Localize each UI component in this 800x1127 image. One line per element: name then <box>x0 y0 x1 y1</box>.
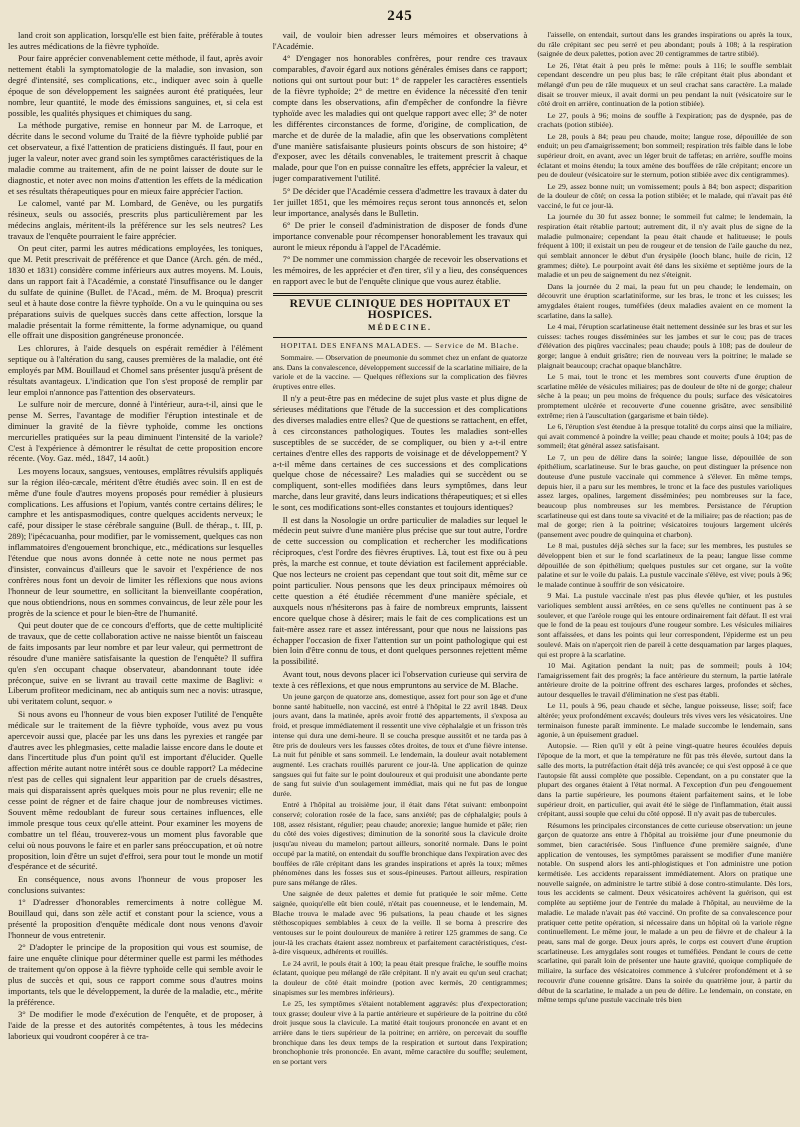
column-2-observation <box>273 692 528 1067</box>
paragraph: Une saignée de deux palettes et demie fut pratiquée le soir même. Cette saignée, quoiqu'elle eût bien coulé, n'était pas couenneuse, et le lendemain, M. Blache trouva le malade avec 96 pulsations, la peau chaude et les signes stéthoscopiques semblables à ceux de la veille. Il se borna à prescrire des ventouses sur le point douloureux de manière à retirer 125 grammes de sang. Ce jour-là les crachats étaient assez nombreux et parfaitement caractéristiques, c'est-à-dire visqueux, adhérents et rouillés. <box>272 889 528 957</box>
paragraph: Le 24 avril, le pouls était à 100; la peau était presque fraîche, le souffle moins éclatant, quoique peu mélangé de râle crépitant. Il n'y avait eu qu'un seul crachat; la douleur de côté était moindre (potion avec kermès, 20 centigrammes; sinapismes sur les membres inférieurs). <box>272 958 528 997</box>
paragraph: 10 Mai. Agitation pendant la nuit; pas de sommeil; pouls à 104; l'amaigrissement fait des progrès; la face antérieure du sternum, la partie latérale antérieure droite de la poitrine offrent des eschares larges, profondes et sèches, autour desquelles le travail d'élimination ne s'est pas établi. <box>537 660 793 699</box>
paragraph: Le 25, les symptômes s'étaient notablement aggravés: plus d'expectoration; toux grasse; douleur vive à la partie antérieure et supérieure de la poitrine du côté droit jusque sous la clavicule. La matité était toujours prononcée en avant et en arrière dans le tiers supérieur de la poitrine; en arrière, on percevait du souffle bronchique dans les deux temps de la respiration et surtout dans l'expiration; bronchophonie très prononcée. En avant, même caractère du souffle; seulement, en se portant vers <box>272 998 528 1067</box>
paragraph: Un jeune garçon de quatorze ans, domestique, assez fort pour son âge et d'une bonne santé habituelle, non vacciné, est entré à l'hôpital le 22 avril 1848. Deux jours avant, dans la matinée, après avoir frotté des appartements, il s'exposa au froid, et presque immédiatement il ressentit une vive céphalalgie et un frisson très intense qui dura une demi-heure. Il se coucha presque aussitôt et ne tarda pas à être pris de douleurs vers les fausses côtes droites, de toux et d'une fièvre intense. La nuit fut pénible et sans sommeil. Le lendemain, la douleur avait notablement augmenté. Les crachats rouillés parurent ce jour-là. Une application de quinze sangsues qui fut faite sur le point douloureux et qui produisit une abondante perte de sang fut suivie d'un soulagement immédiat, mais qui ne fut pas de longue durée. <box>272 692 528 799</box>
paragraph: On peut citer, parmi les autres médications employées, les toniques, que M. Petit prescrivait de préférence et que Dance (Arch. gén. de méd., 1830 et 1831) considère comme inférieurs aux autres moyens. M. Louis, dans un rapport fait à l'Académie, a constaté l'insuffisance ou le danger du sulfate de quinine (Bullet. de l'Acad., mém. de M. Broqua) prescrit seul et à haute dose contre la fièvre typhoïde. On a vu le quinquina ou ses préparations suivis de quelques succès dans cette affection, lorsque la maladie présentait la forme rémittente, la forme adynamique, ou quand elle offrait une disposition gangréneuse prononcée. <box>8 243 263 341</box>
paragraph: 3° De modifier le mode d'exécution de l'enquête, et de proposer, à l'aide de la presse et des autorités compétentes, à tous les médecins laborieux qui voudront coopérer à ce tra- <box>8 1009 263 1042</box>
paragraph: Pour faire apprécier convenablement cette méthode, il faut, après avoir nettement établi la symptomatologie de la maladie, son invasion, son degré d'intensité, ses complications, etc., indiquer avec soin à quelle époque de son développement les saignées auront été pratiquées, leur nombre, leur quantité, le mode des émissions sanguines, et, si cela est possible, les qualités physiques et chimiques du sang. <box>8 53 263 118</box>
paragraph: Autopsie. — Rien qu'il y eût à peine vingt-quatre heures écoulées depuis l'époque de la mort, et que la température ne fût pas très élevée, surtout dans la salle des morts, la putréfaction était déjà très avancée; ce qui s'est opposé à ce que l'autopsie fût aussi complète que possible. Cependant, on a pu constater que la plupart des organes étaient à l'état normal. A l'exception d'un peu d'engouement dans la partie supérieure, les poumons étaient parfaitement sains, et le lobe supérieur droit, en particulier, qui avait été le siège de l'inflammation, était aussi crépitant, aussi souple que celui du côté opposé. Il n'y avait pas de tubercules. <box>537 741 793 819</box>
paragraph: 5° De décider que l'Académie cessera d'admettre les travaux à dater du 1er juillet 1851, que les mémoires reçus seront tous annoncés et, selon leur importance, analysés dans le Bulletin. <box>272 185 528 218</box>
paragraph: Le 5 mai, tout le tronc et les membres sont couverts d'une éruption de scarlatine mêlée de vésicules miliaires; pas de douleur de tête ni de gorge; chaleur sèche à la peau; un peu moins de fréquence du pouls; surface des vésicatoires promptement ulcérée et recouverte d'une couenne grisâtre, avec sensibilité extrême; rien à l'auscultation (gargarisme et bain tiède). <box>537 371 793 420</box>
paragraph: Il est dans la Nosologie un ordre particulier de maladies sur lequel le médecin peut suivre d'une manière plus précise que sur tout autre, l'ordre de cette succession ou complication et rechercher les modifications réciproques, c'est l'ordre des fièvres éruptives. Là, tout est fixe ou à peu près, la marche est connue, et toute déviation est facilement appréciable. Que nos lecteurs ne croient pas cependant que tout soit dit, même sur ce point particulier. Nous pensons que les deux principaux mémoires où cette question a été étudiée récemment d'une manière spéciale, et auxquels nous n'hésiterons pas à faire de nombreux emprunts, laissent encore quelque chose à désirer; mais le fait de ces complications est un fait-mère assez rare et assez intéressant, pour que nous ne laissions pas échapper l'occasion de fixer l'attention sur un point pathologique qui est bien loin d'être connu de tous, et dont quelques personnes rejettent même la possibilité. <box>272 514 528 667</box>
paragraph: Entré à l'hôpital au troisième jour, il était dans l'état suivant: embonpoint conservé; coloration rosée de la face, sans anxiété; pas de céphalalgie; pouls à 108, assez résistant, régulier; peau chaude; anorexie; langue humide et pâle; rien du côté des voies digestives; diminution de la sonorité sous la clavicule droite jusqu'au niveau du mamelon; partout ailleurs, sonorité normale. Dans le point occupé par la matité, on entendait du souffle bronchique dans l'expiration avec des bouffées de râle crépitant dans les grandes inspirations et après la toux; mêmes phénomènes dans les fosses sus et sous-épineuses. Partout ailleurs, respiration pure sans mélange de râles. <box>272 800 528 887</box>
columns <box>8 30 792 1121</box>
paragraph: Le 28, pouls à 84; peau peu chaude, moite; langue rose, dépouillée de son enduit; un peu d'amaigrissement; bon sommeil; respiration très faible dans le lobe supérieur droit, en avant, avec un léger bruit de taffetas; en arrière, souffle moins éclatant et moins étendu; la toux amène des bouffées de râle crépitant; encore un peu de douleur (vésicatoire sur le sternum, potion stibiée avec dix centigrammes). <box>537 131 793 180</box>
paragraph: Si nous avons eu l'honneur de vous bien exposer l'utilité de l'enquête médicale sur le traitement de la fièvre typhoïde, vous avez pu vous apercevoir aussi que, placée par les uns dans les pyrexies et rangée par d'autres avec les phlegmasies, cette maladie laisse encore dans le doute et dans l'incertitude plus d'un point qu'il est important d'élucider. Quelle affection mérite autant notre intérêt sous ce double rapport? La médecine n'est pas de celles qui signalent leur apparition par de cruels désastres, mais qui disparaissent après quelques mois pour ne plus revenir; elle ne cesse point de régner et de faire chaque jour de nombreuses victimes. Souvent même redoublant de fureur sous certaines influences, elle immole presque tous ceux qu'elle atteint. Pour examiner les moyens de combattre un tel fléau, trouverez-vous un moment plus favorable que celui où nous pouvons le faire et en parler sans préoccupation, et où notre proposition, loin d'être un sujet d'effroi, sera pour tout le monde un motif d'espérance et de sécurité. <box>8 708 263 872</box>
section-subtitle: MÉDECINE. <box>368 322 433 332</box>
paragraph: Le 4 mai, l'éruption scarlatineuse était nettement dessinée sur les bras et sur les cuisses: taches rouges disséminées sur les jambes et sur le cou; pas de traces d'élévation des piqûres vaccinales; peau chaude; pouls à 108; pas de douleur de gorge; langue à enduit grisâtre; rien de nouveau vers la poitrine; le malade se plaignait beaucoup; crachat opaque blanchâtre. <box>537 321 793 370</box>
section-title: REVUE CLINIQUE DES HOPITAUX ET HOSPICES. <box>289 297 511 321</box>
paragraph: Le 29, assez bonne nuit; un vomissement; pouls à 84; bon aspect; disparition de la douleur de côté; on cessa la potion stibiée; et le malade, qui n'avait pas été vacciné, le fut ce jour-là. <box>537 181 793 210</box>
paragraph: Dans la journée du 2 mai, la peau fut un peu chaude; le lendemain, on découvrit une éruption scarlatiniforme, sur les bras, le tronc et les cuisses; les amygdales étaient rouges, tuméfiées (deux maladies avaient en ce moment la scarlatine, dans la salle). <box>537 281 793 320</box>
subtitle-divider <box>273 337 528 338</box>
paragraph: Les chlorures, à l'aide desquels on espérait remédier à l'élément septique ou à l'altération du sang, causes premières de la maladie, ont été employés par MM. Bouillaud et Chomel sans présenter jusqu'à présent de résultats avantageux. L'indication que l'on s'est proposé de remplir par leur emploi n'annonce pas l'attention des observateurs. <box>8 342 263 397</box>
paragraph: Le sulfure noir de mercure, donné à l'intérieur, aura-t-il, ainsi que le pense M. Serres, l'avantage de modifier l'éruption intestinale et de diminuer la gravité de la fièvre typhoïde, comme les onctions mercurielles pratiquées sur la peau diminuent l'intensité de la variole? C'est à l'expérience à démontrer le résultat de cette proposition encore récente. (Voy. Gaz. méd., 1847, 14 août.) <box>8 398 263 464</box>
paragraph: Le 26, l'état était à peu près le même: pouls à 116; le souffle semblait cependant descendre un peu plus bas; le râle crépitant était plus abondant et mélangé d'un peu de râle muqueux et un seul crachat sans caractère. La malade disait se trouver mieux, il avait dormi un peu pendant la nuit (vésicatoire sur le côté droit en arrière, continuation de la potion stibiée). <box>537 60 793 109</box>
column-2 <box>273 30 528 1121</box>
paragraph: Qui peut douter que de ce concours d'efforts, que de cette multiplicité de travaux, que de cette collaboration active ne naisse bientôt un faisceau de faits imposants par leur nombre et par leur valeur, qui permettront de résoudre d'une manière satisfaisante la question de l'enquête? Il suffira qu'en s'en occupant chaque observateur, abandonnant toute idée préconçue, suive en se livrant au travail cette maxime de Baglivi: « Liberum profiteor medicinam, nec ab antiquis sum nec a novis: utrasque, ubi veritatem colunt, sequor. » <box>8 620 263 707</box>
page-number: 245 <box>387 8 413 24</box>
paragraph: Le 27, pouls à 96; moins de souffle à l'expiration; pas de dyspnée, pas de crachats (potion stibiée). <box>537 110 793 130</box>
paragraph: 6° De prier le conseil d'administration de disposer de fonds d'une importance convenable pour récompenser honorablement les travaux qui auront le mieux répondu à l'appel de l'Académie. <box>272 219 528 252</box>
paragraph: Résumons les principales circonstances de cette curieuse observation: un jeune garçon de quatorze ans entre à l'hôpital au troisième jour d'une pneumonie du sommet, bien caractérisée. Sous l'influence d'une première saignée, d'une application de ventouses, les symptômes paraissent se modifier d'une manière notable. On suspend alors les anti-phlogistiques et l'on administre une potion kermétisée. Les accidents reparaissent immédiatement. Alors on pratique une nouvelle saignée, on administre le tartre stibié à dose contro-stimulante. Dès lors, tous les accidents se calment. Deux vésicatoires achèvent la guérison, qui est complète au septième jour de l'entrée du malade à l'hôpital, au neuvième de la maladie. Le malade n'avait pas été vacciné. On profite de sa convalescence pour pratiquer cette petite opération, si nécessaire dans un hôpital où la variole règne continuellement. Le même jour, le malade a un peu de fièvre et de chaleur à la peau, sans mal de gorge. Deux jours après, le corps est couvert d'une éruption scarlatineuse. Les amygdales sont rouges et tuméfiées. Pendant le cours de cette scarlatine, qui paraît loin de présenter une haute gravité, quoique compliquée de miliaire, la surface des vésicatoires commence à s'ulcérer profondément et à se recouvrir d'une couenne grisâtre. Dans la soirée du quatrième jour, à partir du début de la scarlatine, le malade a un peu de délire. Le lendemain, on constate, en même temps qu'une pustule vaccinale très bien <box>537 820 793 1005</box>
paragraph: 7° De nommer une commission chargée de recevoir les observations et les mémoires, de les apprécier et d'en tirer, s'il y a lieu, des conséquences en rapport avec le but de l'enquête clinique que vous aurez établie. <box>272 254 528 286</box>
paragraph: vail, de vouloir bien adresser leurs mémoires et observations à l'Académie. <box>272 30 528 51</box>
paragraph: Le 11, pouls à 96, peau chaude et sèche, langue poisseuse, lisse; soif; face altérée; yeux profondément excavés; douleurs très vives vers les vésicatoires. Une terminaison funeste paraît imminente. Le malade succombe le lendemain, sans agonie, à un épuisement graduel. <box>537 701 793 740</box>
paragraph: Il n'y a peut-être pas en médecine de sujet plus vaste et plus digne de sérieuses méditations que l'étude de la succession et des complications des diverses maladies entre elles? Que de questions se rattachent, en effet, à ces circonstances pathologiques. Toutes les maladies sont-elles susceptibles de se succéder, de se compliquer, ou bien y a-t-il entre certaines d'entre elles des rapports de voisinage et de développement? Y a-t-il même dans certaines de ces successions et des complications quelque chose de nécessaire? Les maladies qui se succèdent ou se compliquent, sont-elles modifiées dans leurs symptômes, dans leur marche, dans leur gravité, dans leurs indications thérapeutiques; et si elles le sont, ces modifications sont-elles constantes et toujours identiques? <box>272 393 528 513</box>
paragraph: Le calomel, vanté par M. Lombard, de Genève, ou les purgatifs résineux, seuls ou associés, prescrits plus particulièrement par les médecins anglais, méritent-ils la préférence sur les sels neutres? Les travaux de l'enquête pourraient le faire apprécier. <box>8 198 263 241</box>
paragraph: La méthode purgative, remise en honneur par M. de Larroque, et décrite dans le second volume du Traité de la fièvre typhoïde publié par cet observateur, a fixé l'attention de praticiens distingués. Il faut, pour en juger la valeur, noter avec grand soin les symptômes caractéristiques de la maladie comme au traitement, afin de ne point laisser de doute sur le diagnostic, et noter avec non moins d'attention les effets de la médication et ses résultats thérapeutiques pour en mieux faire apprécier l'action. <box>8 120 263 196</box>
column-3 <box>537 30 792 1121</box>
paragraph: En conséquence, nous avons l'honneur de vous proposer les conclusions suivantes: <box>8 873 263 895</box>
paragraph: Avant tout, nous devons placer ici l'observation curieuse qui servira de texte à ces réflexions, et que nous empruntons au service de M. Blache. <box>272 668 528 690</box>
paragraph: Le 8 mai, pustules déjà sèches sur la face; sur les membres, les pustules se développent bien et sur le fond scarlatineux de la peau; langue lisse comme dépouillée de son épithélium; quelques pustules sur cet organe, sur la voûte palatine et sur le voile du palais. La pustule vaccinale s'élève, est vive; pouls à 96; le malade continue à souffrir de son vésicatoire. <box>537 541 793 590</box>
summary: Sommaire. — Observation de pneumonie du sommet chez un enfant de quatorze ans. Dans la convalescence, développement successif de la scarlatine miliaire, de la variole et de la vaccine. — Quelques réflexions sur la complication des fièvres éruptives entre elles. <box>272 353 528 391</box>
hospital-heading: HOPITAL DES ENFANS MALADES. — Service de M. Blache. <box>280 340 520 350</box>
paragraph: 9 Mai. La pustule vaccinale n'est pas plus élevée qu'hier, et les pustules varioliques semblent aussi arrêtées, en ce sens qu'elles ne continuent pas à se soulever, et que l'aréole rouge qui les entoure ordinairement fait défaut. Il est vrai que le fond de la peau est toujours d'une rougeur sombre. Les vésicules miliaires sont affaissées, et dans les points qui leur correspondent, l'épiderme est un peu soulevé. Mais on n'aperçoit rien de pareil à cette desquamation par larges plaques, qui est propre à la scarlatine. <box>537 591 793 659</box>
paragraph: Le 7, un peu de délire dans la soirée; langue lisse, dépouillée de son épithélium, scarlatineuse. Sur le bras gauche, on peut distinguer la présence non douteuse d'une pustule vaccinale qui commence à s'élever. En même temps, depuis hier, il a paru sur les membres, le tronc et la face des pustules varioliques assez larges, opalines, largement disséminées; peu nombreuses sur la face, beaucoup plus nombreuses sur les membres. Persistance de l'éruption scarlatineuse qui est dans toute sa vivacité et de la miliaire; pas de réaction; pas de mal de gorge; rien à la poitrine; vésicatoires toujours largement ulcérés (pansement avec poudre de quinquina et charbon). <box>537 452 793 540</box>
column-2-article <box>273 393 528 690</box>
paragraph: land croit son application, lorsqu'elle est bien faite, préférable à toutes les autres médications de la fièvre typhoïde. <box>8 30 263 51</box>
paragraph: 1° D'adresser d'honorables remerciments à notre collègue M. Bouillaud qui, dans son zèle actif et constant pour la science, vous a présenté la proposition d'enquête médicale dont nous venons d'avoir l'honneur de vous entretenir. <box>8 897 263 940</box>
paragraph: La journée du 30 fut assez bonne; le sommeil fut calme; le lendemain, la respiration était rétablie partout; autrement dit, il n'y avait plus de signe de la maladie pulmonaire; cependant la peau était chaude et halitueuse; le pouls fréquent à 100; il existait un peu de rougeur et de tension de l'aile gauche du nez, qui semblait annoncer le début d'un érysipèle (looch blanc, huile de ricin, 12 grammes; diète). Le pourpoint avait été dans les sixième et septième jours de la maladie et un peu de saignement du nez s'éteignit. <box>537 212 793 280</box>
paragraph: 2° D'adopter le principe de la proposition qui vous est soumise, de faire une enquête clinique pour déterminer quelle est parmi les méthodes de traitement qu'on oppose à la fièvre typhoïde celle qui semble avoir le plus de succès et qui, sous ce rapport comme sous d'autres moins importants, tels que le développement, la durée de la maladie, etc., mérite la préférence. <box>8 942 263 1007</box>
paragraph: Le 6, l'éruption s'est étendue à la presque totalité du corps ainsi que la miliaire, qui avait commencé à poindre la veille; peau chaude et moite; pouls à 104; pas de sommeil; état général assez satisfaisant. <box>537 421 793 451</box>
paragraph: 4° D'engager nos honorables confrères, pour rendre ces travaux comparables, d'avoir égard aux notions générales émises dans ce rapport; notions qui ont surtout pour but: 1° de rappeler les caractères essentiels de la fièvre typhoïde; 2° de mettre en évidence la nécessité d'en tenir compte dans les observations, afin d'empêcher de confondre la fièvre typhoïde avec les maladies qui ont quelque rapport avec elle; 3° de noter les différentes circonstances de forme, d'origine, de complication, de marche et de durée de la maladie, afin que les observations complètent d'une manière satisfaisante plusieurs points obscurs de son histoire; 4° d'exposer, avec les détails convenables, le traitement prescrit à chaque malade, pour que l'on en puisse connaître les effets, apprécier la valeur, et juger comparativement l'utilité. <box>272 53 528 184</box>
column-1 <box>8 30 263 1121</box>
paragraph: l'aisselle, on entendait, surtout dans les grandes inspirations ou après la toux, du râle crépitant sec peu serré et peu abondant; pouls à 108; à la respiration (saignée de deux palettes, potion avec 20 centigrammes de tartre stibié). <box>537 30 793 59</box>
column-2-report <box>273 30 528 287</box>
paragraph: Les moyens locaux, sangsues, ventouses, emplâtres révulsifs appliqués sur la région iléo-cæcale, méritent d'être étudiés avec soin. Il en est de même d'une foule d'autres moyens proposés pour remédier à plusieurs complications. Les affusions et l'opium, vantés contre certains délires; le camphre et les antispasmodiques, contre quelques accidents nerveux; le café, pour dissiper le stase cérébrale sanguine (Bull. de thérap., t. III, p. 289); l'ipécacuanha, pour modifier, par le vomissement, quelques cas non inflammatoires d'engouement bronchique, etc., médications sur lesquelles l'étendue que nous avons donnée à cette note ne nous permet pas d'insister, convaincus d'ailleurs que le savoir et l'expérience de nos confrères nous font un devoir de limiter les réflexions que nous avions l'honneur de leur soumettre, en sollicitant la bienveillante coopération, que nous obtiendrions, nous en sommes convaincus, de leur zèle pour les progrès de la science et pour le bien-être de l'humanité. <box>8 465 263 618</box>
section-divider <box>273 293 528 296</box>
